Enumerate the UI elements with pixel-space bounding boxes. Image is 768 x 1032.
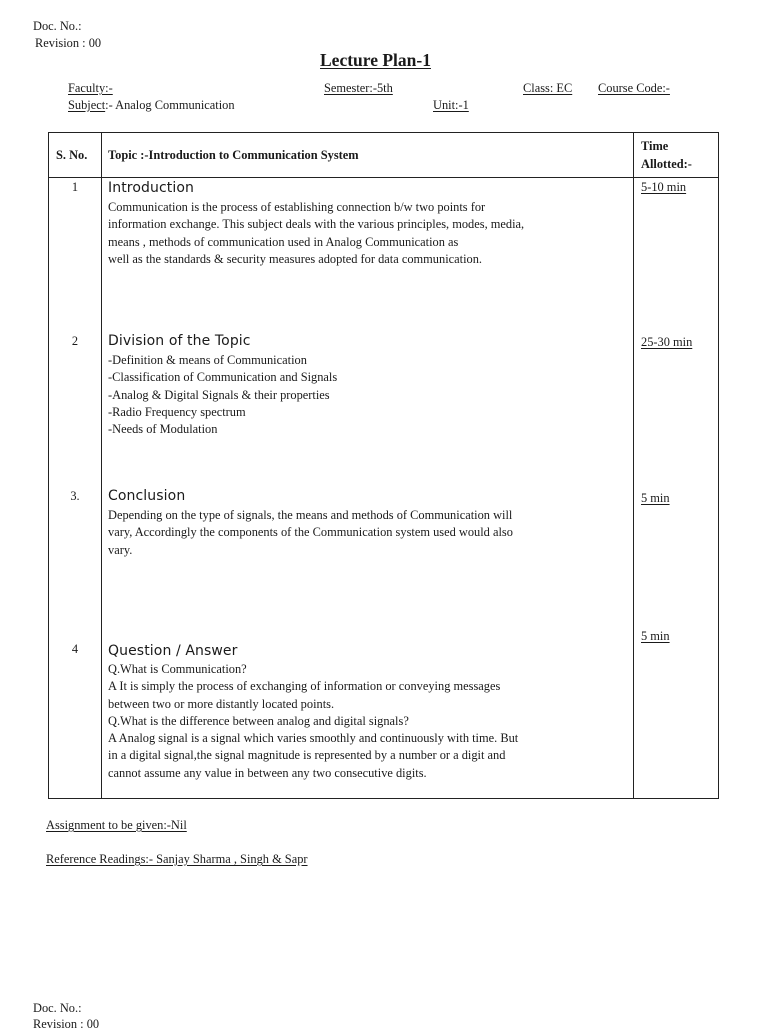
footer-revision-number: Revision : 00 [33,1017,100,1031]
row-body-line: means , methods of communication used in Analog Communication as [108,234,459,249]
column-header-sno: S. No. [56,148,88,162]
subject-label: Subject [68,98,106,112]
row-body-line: -Classification of Communication and Signals [108,370,338,385]
subject-value: :- Analog Communication [105,98,235,112]
unit-label: Unit:-1 [433,98,469,112]
page-title: Lecture Plan-1 [320,50,431,70]
row-title: Conclusion [108,488,186,504]
row-title: Division of the Topic [108,333,251,349]
time-allotted: 5-10 min [641,180,687,194]
row-number: 2 [71,334,79,348]
column-header-time-line1: Time [641,139,669,153]
column-header-topic: Topic :-Introduction to Communication System [108,148,359,162]
assignment-line: Assignment to be given:-Nil [46,818,187,832]
row-body-line: vary. [108,542,133,557]
column-divider [101,133,102,798]
row-body-line: A Analog signal is a signal which varies smoothly and continuously with time. But [108,731,519,746]
row-body-line: Q.What is the difference between analog and digital signals? [108,713,409,728]
row-body-line: -Needs of Modulation [108,422,218,437]
row-body [108,661,518,782]
reference-readings: Reference Readings:- Sanjay Sharma , Singh & Sapr [46,852,308,866]
doc-number: Doc. No.: [33,19,82,33]
row-body-line: A It is simply the process of exchanging of information or conveying messages [108,679,501,694]
row-body-line: well as the standards & security measures adopted for data communication. [108,251,483,266]
semester-label: Semester:-5th [324,81,393,95]
row-body-line: Communication is the process of establishing connection b/w two points for [108,200,486,214]
row-number: 1 [71,180,79,194]
row-number: 4 [71,642,79,656]
row-body [108,507,513,559]
class-label: Class: EC [523,81,573,95]
row-body [108,352,337,438]
faculty-label: Faculty:- [68,81,113,95]
row-number: 3. [70,489,80,503]
row-body-line: -Radio Frequency spectrum [108,404,246,419]
row-title: Question / Answer [108,643,238,659]
course-code-label: Course Code:- [598,81,670,95]
row-body [108,199,524,268]
row-body-line: in a digital signal,the signal magnitude is represented by a number or a digit and [108,748,506,763]
time-allotted: 5 min [641,491,670,505]
row-body-line: between two or more distantly located points. [108,696,335,711]
footer-doc-number: Doc. No.: [33,1001,82,1015]
time-allotted: 25-30 min [641,335,693,349]
row-body-line: vary, Accordingly the components of the Communication system used would also [108,525,513,540]
subject-line [68,98,235,113]
row-body-line: Depending on the type of signals, the means and methods of Communication will [108,508,513,522]
row-body-line: -Analog & Digital Signals & their properties [108,387,330,402]
column-divider [633,133,634,798]
column-header-time-line2: Allotted:- [641,157,692,171]
row-body-line: -Definition & means of Communication [108,353,307,367]
time-allotted: 5 min [641,629,670,643]
lecture-plan-table [48,132,719,799]
row-body-line: Q.What is Communication? [108,662,247,676]
row-body-line: information exchange. This subject deals with the various principles, modes, media, [108,217,525,232]
row-title: Introduction [108,180,194,196]
revision-number: Revision : 00 [35,36,102,50]
header-row-divider [49,177,718,178]
row-body-line: cannot assume any value in between any two consecutive digits. [108,765,427,780]
